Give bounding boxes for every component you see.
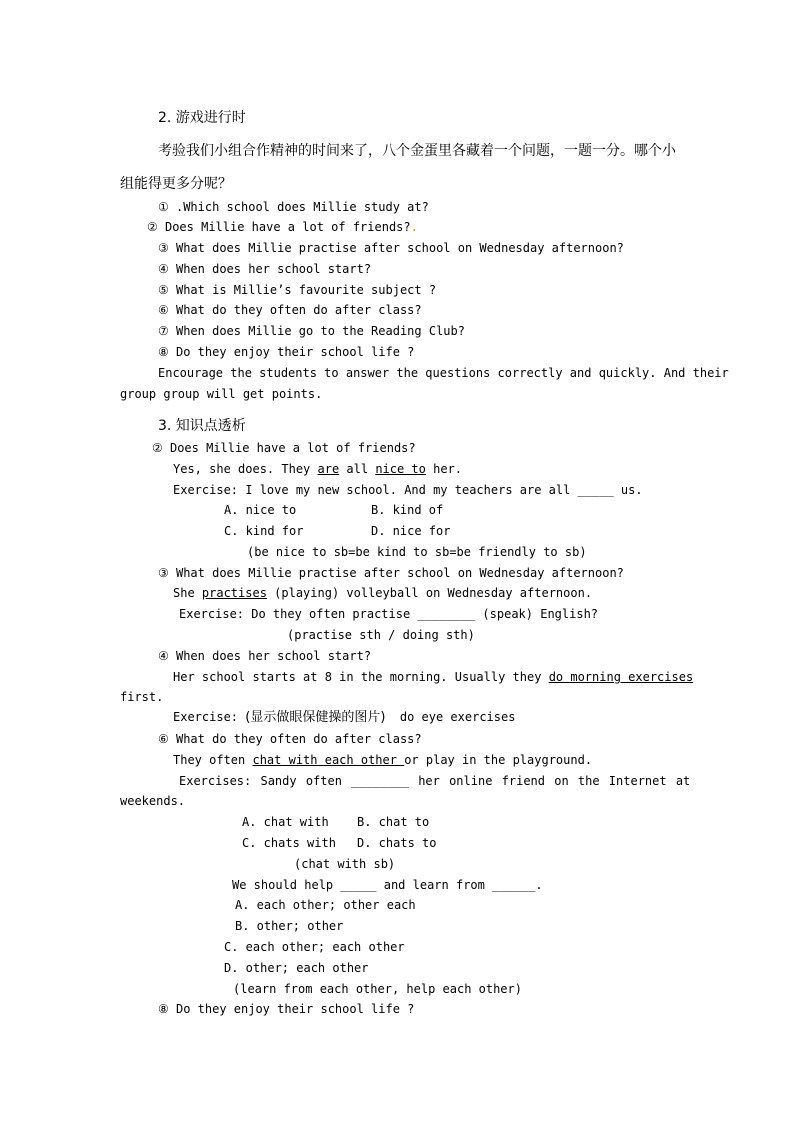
kp-q6-note1: (chat with sb) (294, 857, 396, 871)
section2-intro-line1: 考验我们小组合作精神的时间来了，八个金蛋里各藏着一个问题，一题一分。哪个小 (158, 143, 676, 159)
kp-question-6: ⑥ What do they often do after class? (158, 732, 422, 746)
kp-q2-answer-post: her. (425, 462, 463, 476)
kp-q4-exercise-cn: (显示做眼保健操的图片) (245, 710, 386, 725)
encourage-line1: Encourage the students to answer the questions correctly and quickly. And their (158, 366, 729, 380)
kp-q3-answer-practises: practises (201, 586, 267, 600)
kp-q4-answer (173, 671, 693, 683)
kp-q2-option-d: D. nice for (371, 524, 451, 538)
kp-question-2: ② Does Millie have a lot of friends? (152, 441, 416, 455)
kp-q3-exercise: Exercise: Do they often practise ________ (speak) English? (179, 607, 599, 621)
section2-intro-line2: 组能得更多分呢？ (120, 176, 232, 192)
game-question-7: ⑦ When does Millie go to the Reading Club? (158, 324, 465, 338)
kp-q4-answer-cont: first. (120, 690, 164, 704)
kp-q2-option-a: A. nice to (224, 503, 297, 517)
kp-q6-exercise2: We should help _____ and learn from ______. (232, 878, 543, 892)
game-question-2 (147, 221, 418, 233)
kp-q6-option-c: C. chats with (242, 836, 336, 850)
kp-question-3: ③ What does Millie practise after school on Wednesday afternoon? (158, 566, 624, 580)
kp-q3-note: (practise sth / doing sth) (287, 628, 475, 642)
kp-q4-answer-morning-exercises: do morning exercises (548, 670, 694, 684)
game-question-1: ① .Which school does Millie study at? (158, 200, 429, 214)
kp-q6-option-b: B. chat to (357, 815, 430, 829)
kp-q4-answer-pre: Her school starts at 8 in the morning. Usually they (173, 670, 549, 684)
section2-heading: 2. 游戏进行时 (158, 110, 246, 126)
game-question-6: ⑥ What do they often do after class? (158, 303, 422, 317)
kp-q2-option-c: C. kind for (224, 524, 304, 538)
kp-q2-answer-nice-to: nice to (375, 462, 426, 476)
game-question-2-text: ② Does Millie have a lot of friends? (147, 220, 411, 234)
kp-q6-option-d: D. chats to (357, 836, 437, 850)
kp-q3-answer (173, 587, 592, 599)
kp-q2-exercise: Exercise: I love my new school. And my teachers are all _____ us. (173, 483, 643, 497)
kp-q6-answer-pre: They often (173, 753, 253, 767)
kp-q6-option-a: A. chat with (242, 815, 329, 829)
kp-q3-answer-pre: She (173, 586, 202, 600)
kp-q2-note: (be nice to sb=be kind to sb=be friendly to sb) (247, 545, 587, 559)
kp-q2-answer (173, 463, 462, 475)
kp-q4-exercise-post: do eye exercises (385, 710, 516, 724)
kp-q2-answer-pre: Yes, she does. They (173, 462, 318, 476)
section3-heading: 3. 知识点透析 (158, 418, 246, 434)
game-question-3: ③ What does Millie practise after school on Wednesday afternoon? (158, 241, 624, 255)
kp-q6-ex2-option-d: D. other; each other (224, 961, 369, 975)
kp-q3-answer-post: (playing) volleyball on Wednesday afternoon. (266, 586, 593, 600)
kp-q6-answer-chat-with: chat with each other (252, 753, 405, 767)
kp-q2-answer-mid: all (339, 462, 376, 476)
kp-q6-ex2-option-b: B. other; other (235, 919, 344, 933)
kp-q6-note2: (learn from each other, help each other) (233, 982, 522, 996)
kp-q6-ex2-option-a: A. each other; other each (235, 898, 416, 912)
game-question-5: ⑤ What is Millie’s favourite subject ? (158, 283, 437, 297)
game-question-2-dot: . (410, 220, 418, 234)
kp-question-4: ④ When does her school start? (158, 649, 372, 663)
kp-q4-exercise-pre: Exercise: (173, 710, 246, 724)
kp-q6-answer-post: or play in the playground. (404, 753, 593, 767)
kp-question-8: ⑧ Do they enjoy their school life ? (158, 1002, 415, 1016)
kp-q6-exercise-line2: weekends. (120, 794, 186, 808)
kp-q4-exercise (173, 711, 515, 724)
kp-q2-option-b: B. kind of (371, 503, 444, 517)
kp-q6-answer (173, 754, 592, 766)
kp-q6-ex2-option-c: C. each other; each other (224, 940, 405, 954)
kp-q2-answer-are: are (317, 462, 340, 476)
kp-q6-exercise-line1: Exercises: Sandy often ________ her online friend on the Internet at (179, 774, 691, 788)
game-question-4: ④ When does her school start? (158, 262, 372, 276)
game-question-8: ⑧ Do they enjoy their school life ? (158, 345, 415, 359)
encourage-line2: group group will get points. (120, 387, 323, 401)
